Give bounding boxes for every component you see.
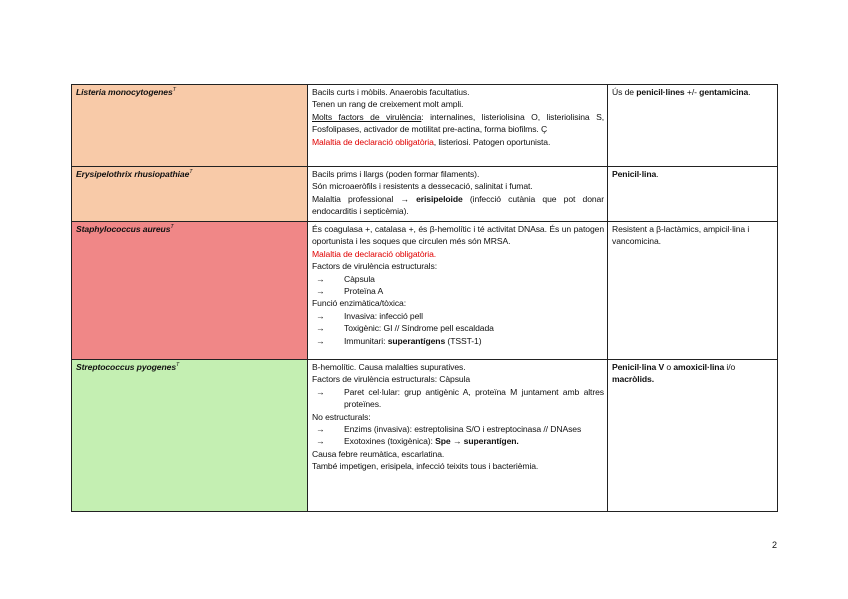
text-line: Bacils curts i mòbils. Anaerobis facultatius. [312,87,470,97]
text-line: B-hemolític. Causa malalties supuratives. [312,362,466,372]
bullet-text: Toxigènic: GI // Síndrome pell escaldada [344,323,494,334]
treatment-cell [608,222,778,360]
organism-name: Streptococcus pyogenes [76,362,176,372]
text-fragment: (TSST-1) [445,335,482,346]
description-cell [308,85,608,167]
text-fragment: Ús de [612,87,637,97]
text-line: Funció enzimàtica/tòxica: [312,298,406,309]
arrow-icon: → [400,193,409,204]
text-fragment: : internalines, listeriolisina O, listeriolisina S, Fosfolipases, activador de motilitat pre-actina, forma biofilms. Ç [312,111,604,135]
bacteria-table [71,84,778,512]
table-row [72,222,778,360]
bullet-text: Paret cel·lular: grup antigènic A, proteïna M juntament amb altres proteïnes. [344,386,604,410]
text-fragment: . [748,87,751,97]
bullet-text: Càpsula [344,273,375,284]
bold-term: Spe → superantígen. [435,436,519,447]
text-line [312,111,604,136]
disease-name: erisipeloide [416,193,463,204]
text-line: Causa febre reumàtica, escarlatina. [312,448,445,459]
arrow-icon: → [316,286,325,297]
drug-name: Penicil·lina [612,169,657,179]
drug-name: Penicil·lina V [612,362,665,372]
bullet-text: Invasiva: infecció pell [344,310,423,321]
organism-name: Listeria monocytogenes [76,87,173,97]
superscript: T [170,224,174,231]
drug-name: gentamicina [699,87,749,97]
text-line: Són microaeròfils i resistents a dessecació, salinitat i fumat. [312,181,533,192]
bullet-text [330,335,604,347]
table-row [72,360,778,512]
bullet-item [312,273,604,285]
text-line: També impetigen, erisipela, infecció teixits tous i bacterièmia. [312,461,539,472]
bullet-item [312,386,604,411]
text-line: Bacils prims i llargs (poden formar filaments). [312,169,480,179]
notifiable-disease-text: Malaltia de declaració obligatòria. [312,248,437,259]
drug-name: penicil·lines [636,87,685,97]
text-fragment: . [656,169,659,179]
description-cell [308,222,608,360]
arrow-icon: → [316,273,325,284]
text-line: Tenen un rang de creixement molt ampli. [312,99,464,110]
text-fragment: i/o [724,362,736,372]
text-fragment: Resistent a β-lactàmics, ampicil·lina i vancomicina. [612,224,750,247]
treatment-cell [608,167,778,222]
treatment-cell [608,85,778,167]
organism-name: Erysipelothrix rhusiopathiae [76,169,190,179]
bullet-text: Proteïna A [344,286,384,297]
arrow-icon: → [316,386,325,397]
page-number: 2 [772,540,778,550]
treatment-cell [608,360,778,512]
organism-cell [72,222,308,360]
bullet-item [312,335,604,347]
underlined-text: Molts factors de virulència [312,111,422,122]
text-line [312,193,604,218]
drug-name: macròlids. [612,374,654,385]
text-fragment: Immunitari: [344,335,388,346]
organism-cell [72,85,308,167]
arrow-icon: → [316,323,325,334]
bullet-text [330,435,604,447]
organism-name: Staphylococcus aureus [76,224,171,234]
text-line: És coagulasa +, catalasa +, és β-hemolític i té activitat DNAsa. És un patogen oportunista i les soques que circulen més són MRSA. [312,224,604,247]
text-line: Factors de virulència estructurals: [312,261,437,272]
text-fragment: , listeriosi. Patogen oportunista. [433,136,551,147]
bullet-item [312,285,604,297]
superscript: T [189,169,193,176]
arrow-icon: → [316,335,325,346]
text-line [312,136,604,148]
organism-cell [72,360,308,512]
text-fragment: Malaltia professional [312,193,401,204]
text-line: Factors de virulència estructurals: Càpsula [312,374,471,385]
arrow-icon: → [316,310,325,321]
bullet-item [312,435,604,447]
superscript: T [172,87,176,94]
drug-name: amoxicil·lina [673,362,725,372]
bullet-text: Enzims (invasiva): estreptolisina S/O i estreptocinasa // DNAses [344,424,582,435]
arrow-icon: → [316,424,325,435]
notifiable-disease-text: Malaltia de declaració obligatòria [312,136,434,147]
organism-cell [72,167,308,222]
arrow-icon: → [316,436,325,447]
superscript: T [176,362,180,369]
table-row [72,167,778,222]
description-cell [308,167,608,222]
bullet-item [312,310,604,322]
description-cell [308,360,608,512]
text-line: No estructurals: [312,411,371,422]
bullet-item [312,423,604,435]
bullet-item [312,322,604,334]
bold-term: superantígens [387,335,446,346]
text-fragment: +/- [684,87,700,97]
table-row [72,85,778,167]
text-fragment: o [664,362,674,372]
text-fragment: Exotoxines (toxigènica): [344,436,436,447]
text-fragment: (infecció cutània que pot donar endocarditis i septicèmia). [312,193,604,217]
